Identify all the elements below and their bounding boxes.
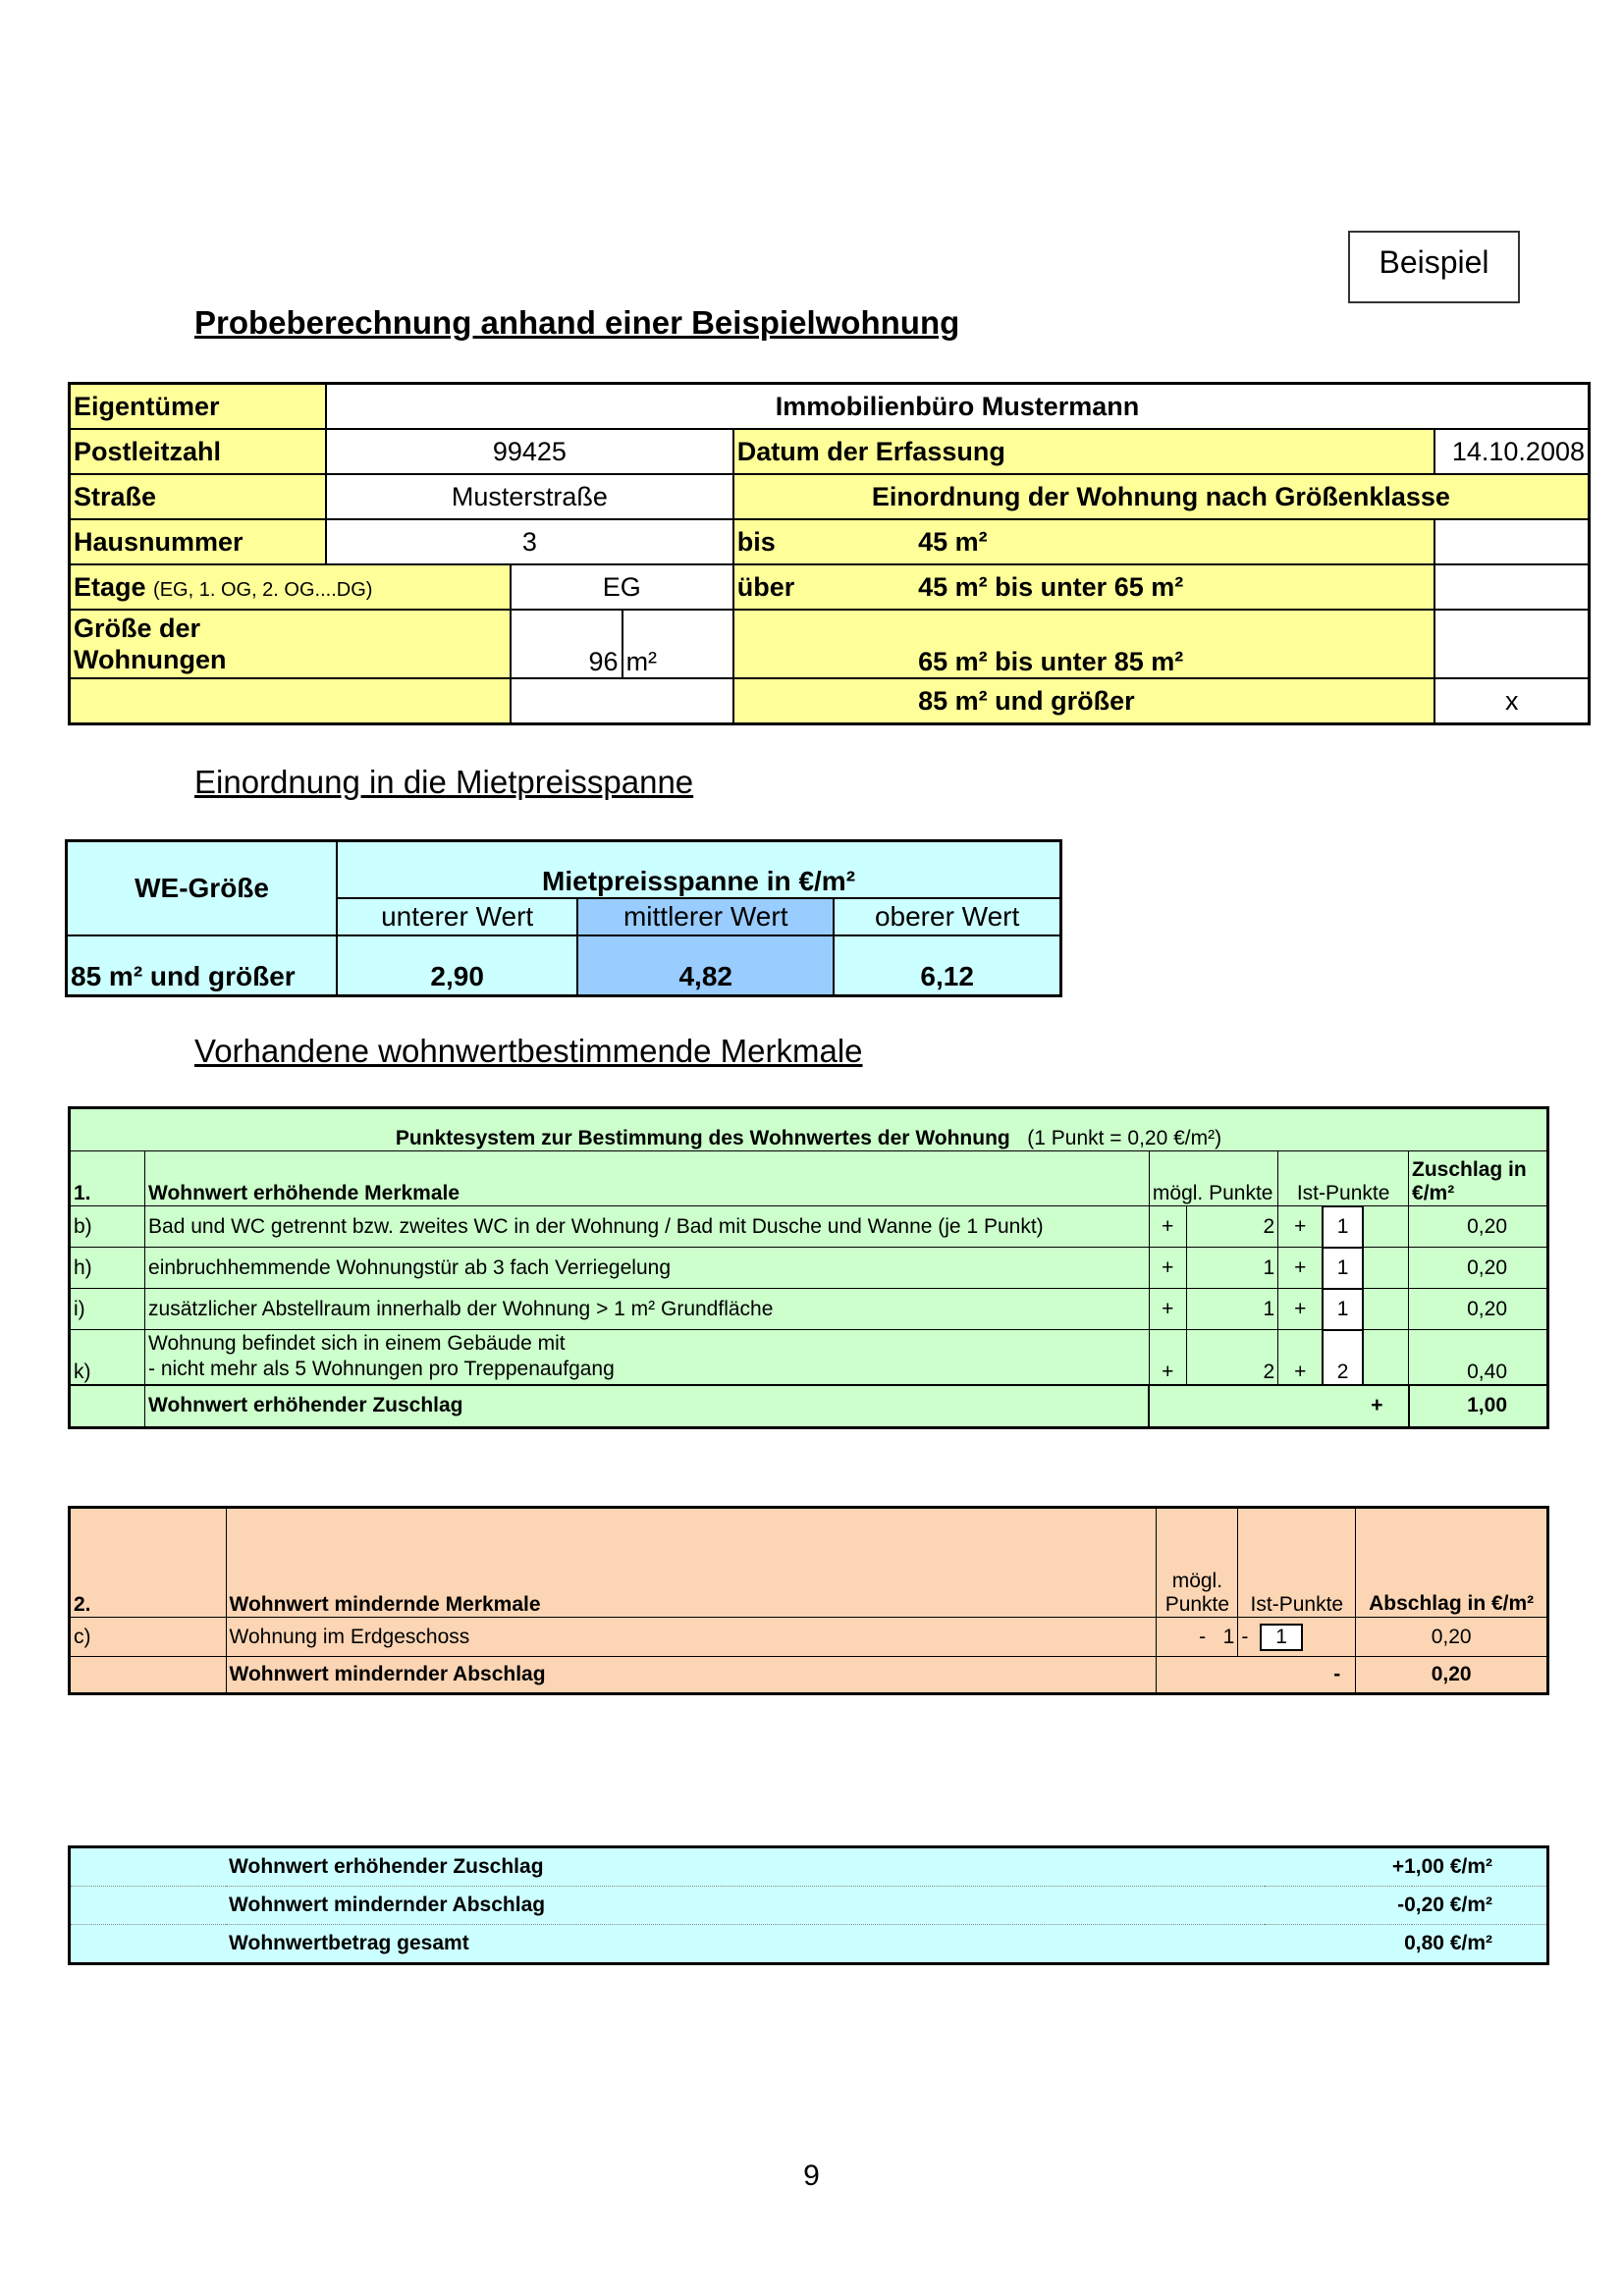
size-class-3-mark bbox=[1434, 610, 1589, 678]
feature-row: h) einbruchhemmende Wohnungstür ab 3 fach Verriegelung + 1 + 1 0,20 bbox=[70, 1248, 1548, 1289]
feature-row: b) Bad und WC getrennt bzw. zweites WC in der Wohnung / Bad mit Dusche und Wanne (je 1 Punkt) + 2 + 1 0,20 bbox=[70, 1206, 1548, 1248]
page-title: Probeberechnung anhand einer Beispielwohnung bbox=[194, 304, 960, 341]
summary-total-label: Wohnwertbetrag gesamt bbox=[229, 1932, 469, 1954]
size-class-1: 45 m² bbox=[915, 519, 1434, 564]
date-value: 14.10.2008 bbox=[1434, 429, 1589, 474]
col-actual-points-2: Ist-Punkte bbox=[1238, 1508, 1356, 1618]
we-size-header: WE-Größe bbox=[67, 841, 338, 935]
example-badge: Beispiel bbox=[1348, 231, 1520, 303]
section-number-2: 2. bbox=[70, 1508, 227, 1618]
feature-row: k) Wohnung befindet sich in einem Gebäude mit - nicht mehr als 5 Wohnungen pro Treppenaufgang + 2 + 2 0,40 bbox=[70, 1330, 1548, 1385]
section-heading-rent-range: Einordnung in die Mietpreisspanne bbox=[194, 764, 694, 800]
size-class-4-mark: x bbox=[1434, 678, 1589, 724]
increasing-sum-value: 1,00 bbox=[1409, 1385, 1548, 1428]
row-size-label: 85 m² und größer bbox=[67, 935, 338, 996]
decreasing-sum-label: Wohnwert mindernder Abschlag bbox=[226, 1657, 1157, 1694]
feature-row: c) Wohnung im Erdgeschoss - 1 - 1 0,20 bbox=[70, 1618, 1548, 1657]
decreasing-features-table bbox=[68, 1506, 1549, 1695]
size-class-4: 85 m² und größer bbox=[915, 678, 1434, 724]
value-middle: 4,82 bbox=[577, 935, 834, 996]
summary-total-value: 0,80 €/m² bbox=[1404, 1932, 1492, 1954]
increasing-features-table bbox=[68, 1106, 1549, 1429]
summary-increase-label: Wohnwert erhöhender Zuschlag bbox=[226, 1847, 1265, 1887]
col-actual-points: Ist-Punkte bbox=[1278, 1151, 1409, 1206]
zip-value: 99425 bbox=[326, 429, 733, 474]
summary-increase-value: +1,00 €/m² bbox=[1265, 1847, 1548, 1887]
points-system-title: Punktesystem zur Bestimmung des Wohnwertes der Wohnung (1 Punkt = 0,20 €/m²) bbox=[70, 1108, 1548, 1151]
floor-label: Etage (EG, 1. OG, 2. OG....DG) bbox=[70, 564, 511, 610]
size-unit: m² bbox=[622, 610, 733, 678]
col-upper: oberer Wert bbox=[834, 898, 1060, 935]
zip-label: Postleitzahl bbox=[70, 429, 326, 474]
date-label: Datum der Erfassung bbox=[733, 429, 1435, 474]
apartment-info-table bbox=[68, 382, 1591, 725]
col-surcharge: Zuschlag in €/m² bbox=[1409, 1151, 1548, 1206]
col-possible-points: mögl. Punkte bbox=[1149, 1151, 1277, 1206]
decreasing-sum-value: 0,20 bbox=[1356, 1657, 1548, 1694]
bis-label: bis bbox=[733, 519, 915, 564]
size-class-1-mark bbox=[1434, 519, 1589, 564]
section-heading-features: Vorhandene wohnwertbestimmende Merkmale bbox=[194, 1033, 863, 1069]
increasing-sum-label: Wohnwert erhöhender Zuschlag bbox=[145, 1385, 1150, 1428]
size-label: Größe der Wohnungen bbox=[70, 610, 511, 678]
col-deduction: Abschlag in €/m² bbox=[1356, 1508, 1548, 1618]
size-class-3: 65 m² bis unter 85 m² bbox=[915, 610, 1434, 678]
decreasing-sum-sign: - bbox=[1157, 1657, 1356, 1694]
size-class-heading: Einordnung der Wohnung nach Größenklasse bbox=[733, 474, 1590, 519]
col-possible-points-2: mögl. Punkte bbox=[1157, 1508, 1238, 1618]
col-middle: mittlerer Wert bbox=[577, 898, 834, 935]
owner-label: Eigentümer bbox=[70, 384, 326, 430]
increasing-header: Wohnwert erhöhende Merkmale bbox=[145, 1151, 1150, 1206]
page-number: 9 bbox=[803, 2160, 820, 2192]
size-value: 96 bbox=[511, 610, 622, 678]
floor-value: EG bbox=[511, 564, 733, 610]
house-number-label: Hausnummer bbox=[70, 519, 326, 564]
owner-value: Immobilienbüro Mustermann bbox=[326, 384, 1590, 430]
value-lower: 2,90 bbox=[337, 935, 577, 996]
section-number: 1. bbox=[70, 1151, 145, 1206]
increasing-sum-sign: + bbox=[1149, 1385, 1408, 1428]
col-lower: unterer Wert bbox=[337, 898, 577, 935]
value-upper: 6,12 bbox=[834, 935, 1060, 996]
summary-decrease-label: Wohnwert mindernder Abschlag bbox=[226, 1887, 1265, 1925]
feature-row: i) zusätzlicher Abstellraum innerhalb der Wohnung > 1 m² Grundfläche + 1 + 1 0,20 bbox=[70, 1289, 1548, 1330]
size-class-2-mark bbox=[1434, 564, 1589, 610]
rent-range-table bbox=[65, 839, 1062, 997]
street-value: Musterstraße bbox=[326, 474, 733, 519]
summary-table bbox=[68, 1845, 1549, 1965]
summary-decrease-value: -0,20 €/m² bbox=[1265, 1887, 1548, 1925]
size-class-2: 45 m² bis unter 65 m² bbox=[915, 564, 1434, 610]
street-label: Straße bbox=[70, 474, 326, 519]
rent-range-header: Mietpreisspanne in €/m² bbox=[337, 841, 1060, 898]
decreasing-header: Wohnwert mindernde Merkmale bbox=[226, 1508, 1157, 1618]
house-number-value: 3 bbox=[326, 519, 733, 564]
ueber-label: über bbox=[733, 564, 915, 610]
